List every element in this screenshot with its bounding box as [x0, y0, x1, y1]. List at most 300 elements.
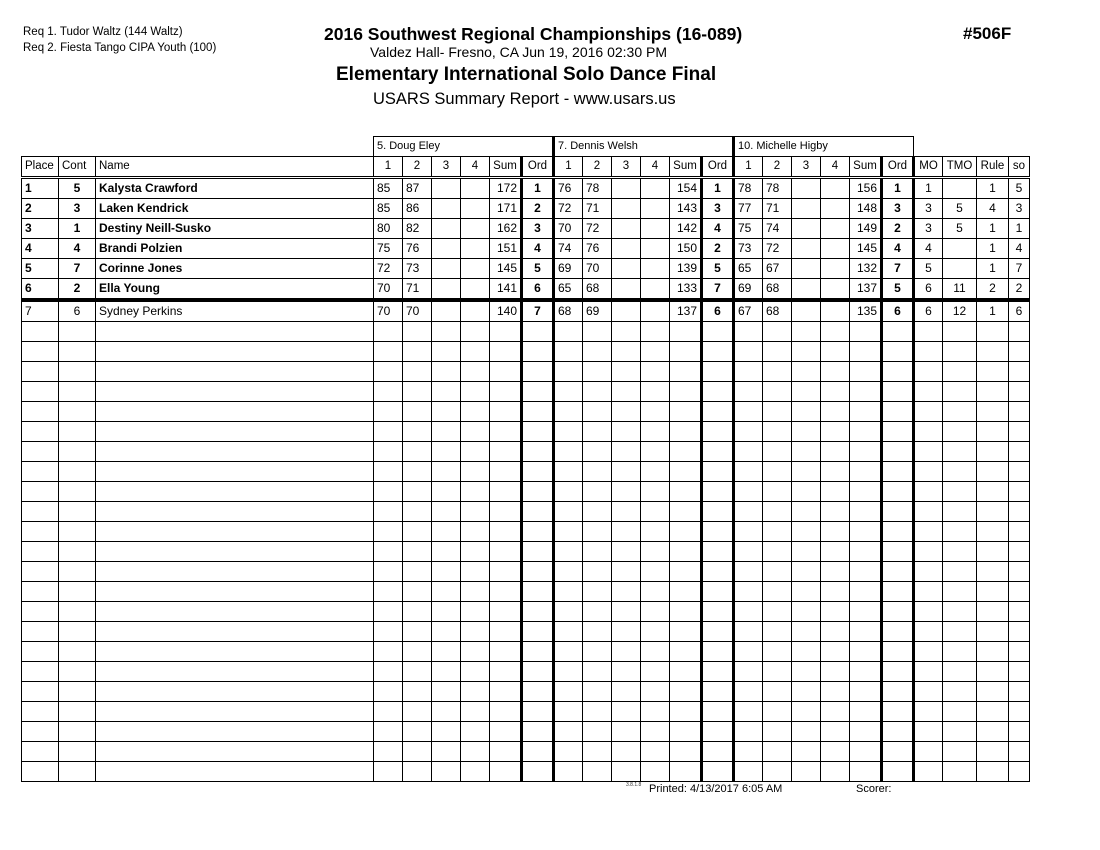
- empty-cell: [96, 502, 374, 522]
- empty-cell: [461, 402, 490, 422]
- empty-cell: [432, 522, 461, 542]
- empty-cell: [763, 422, 792, 442]
- table-row: [22, 199, 1030, 219]
- empty-cell: [850, 742, 882, 762]
- empty-cell: [432, 642, 461, 662]
- empty-cell: [882, 342, 914, 362]
- empty-cell: [374, 462, 403, 482]
- empty-cell: [1009, 482, 1030, 502]
- empty-cell: [554, 382, 583, 402]
- empty-cell: [821, 602, 850, 622]
- ordinal: 2: [702, 239, 734, 259]
- sum: 172: [490, 178, 522, 199]
- empty-cell: [641, 622, 670, 642]
- empty-cell: [96, 722, 374, 742]
- empty-cell: [612, 762, 641, 782]
- sum: 143: [670, 199, 702, 219]
- empty-cell: [96, 562, 374, 582]
- empty-cell: [763, 622, 792, 642]
- table-row: [22, 178, 1030, 199]
- empty-cell: [821, 702, 850, 722]
- empty-cell: [702, 602, 734, 622]
- empty-cell: [554, 342, 583, 362]
- empty-cell: [792, 402, 821, 422]
- empty-cell: [522, 742, 554, 762]
- judge-name: 5. Doug Eley: [374, 137, 554, 157]
- empty-cell: [490, 682, 522, 702]
- score: 70: [374, 300, 403, 322]
- score: 73: [734, 239, 763, 259]
- empty-cell: [490, 742, 522, 762]
- empty-cell: [792, 622, 821, 642]
- empty-cell: [914, 362, 943, 382]
- empty-cell: [403, 542, 432, 562]
- empty-cell: [59, 762, 96, 782]
- score: 76: [403, 239, 432, 259]
- empty-cell: [59, 442, 96, 462]
- empty-cell: [850, 422, 882, 442]
- empty-cell: [943, 322, 977, 342]
- requirement-1: Req 1. Tudor Waltz (144 Waltz): [23, 26, 183, 38]
- empty-cell: [59, 742, 96, 762]
- requirement-2: Req 2. Fiesta Tango CIPA Youth (100): [23, 42, 217, 54]
- empty-cell: [670, 342, 702, 362]
- col-sum: Sum: [490, 157, 522, 178]
- empty-row: [22, 422, 1030, 442]
- empty-cell: [1009, 542, 1030, 562]
- ordinal: 3: [522, 219, 554, 239]
- empty-cell: [583, 362, 612, 382]
- empty-cell: [432, 382, 461, 402]
- sum: 149: [850, 219, 882, 239]
- score: [641, 178, 670, 199]
- empty-cell: [22, 482, 59, 502]
- score: 76: [554, 178, 583, 199]
- empty-cell: [96, 642, 374, 662]
- place: 2: [22, 199, 59, 219]
- empty-cell: [914, 522, 943, 542]
- empty-cell: [403, 622, 432, 642]
- empty-cell: [461, 682, 490, 702]
- empty-cell: [461, 602, 490, 622]
- empty-cell: [977, 662, 1009, 682]
- ordinal: 6: [702, 300, 734, 322]
- cont: 4: [59, 239, 96, 259]
- empty-cell: [702, 382, 734, 402]
- empty-cell: [583, 742, 612, 762]
- empty-cell: [641, 522, 670, 542]
- empty-cell: [461, 342, 490, 362]
- empty-cell: [763, 702, 792, 722]
- empty-cell: [763, 502, 792, 522]
- place: 4: [22, 239, 59, 259]
- empty-cell: [374, 482, 403, 502]
- empty-cell: [96, 742, 374, 762]
- empty-cell: [374, 322, 403, 342]
- empty-cell: [22, 722, 59, 742]
- empty-cell: [554, 482, 583, 502]
- empty-cell: [374, 582, 403, 602]
- empty-cell: [1009, 582, 1030, 602]
- ordinal: 5: [882, 279, 914, 301]
- ordinal: 1: [702, 178, 734, 199]
- empty-cell: [461, 322, 490, 342]
- empty-cell: [702, 322, 734, 342]
- empty-cell: [641, 682, 670, 702]
- score: [821, 279, 850, 301]
- empty-cell: [490, 422, 522, 442]
- empty-cell: [374, 622, 403, 642]
- score: 82: [403, 219, 432, 239]
- empty-cell: [943, 522, 977, 542]
- empty-cell: [670, 422, 702, 442]
- empty-cell: [403, 562, 432, 582]
- empty-cell: [1009, 382, 1030, 402]
- empty-cell: [670, 702, 702, 722]
- col-score-1: 1: [734, 157, 763, 178]
- empty-cell: [583, 722, 612, 742]
- empty-cell: [96, 322, 374, 342]
- empty-cell: [461, 442, 490, 462]
- sum: 137: [850, 279, 882, 301]
- empty-cell: [734, 642, 763, 662]
- empty-cell: [763, 682, 792, 702]
- empty-cell: [612, 562, 641, 582]
- empty-cell: [490, 642, 522, 662]
- empty-cell: [403, 522, 432, 542]
- empty-cell: [374, 442, 403, 462]
- empty-row: [22, 722, 1030, 742]
- empty-cell: [914, 402, 943, 422]
- empty-cell: [554, 582, 583, 602]
- empty-cell: [792, 542, 821, 562]
- empty-cell: [792, 482, 821, 502]
- empty-cell: [432, 462, 461, 482]
- ordinal: 6: [882, 300, 914, 322]
- empty-cell: [943, 502, 977, 522]
- empty-row: [22, 702, 1030, 722]
- empty-cell: [792, 602, 821, 622]
- cont: 3: [59, 199, 96, 219]
- judge-name: 7. Dennis Welsh: [554, 137, 734, 157]
- empty-cell: [403, 742, 432, 762]
- col-score-3: 3: [792, 157, 821, 178]
- empty-cell: [583, 402, 612, 422]
- empty-cell: [403, 482, 432, 502]
- ordinal: 1: [882, 178, 914, 199]
- empty-cell: [461, 482, 490, 502]
- empty-cell: [882, 762, 914, 782]
- empty-cell: [461, 422, 490, 442]
- empty-row: [22, 762, 1030, 782]
- score: 77: [734, 199, 763, 219]
- empty-cell: [821, 442, 850, 462]
- empty-cell: [821, 382, 850, 402]
- empty-cell: [914, 662, 943, 682]
- empty-cell: [792, 362, 821, 382]
- empty-cell: [490, 462, 522, 482]
- skater-name: Brandi Polzien: [96, 239, 374, 259]
- sum: 132: [850, 259, 882, 279]
- empty-cell: [554, 562, 583, 582]
- empty-cell: [59, 722, 96, 742]
- empty-cell: [943, 362, 977, 382]
- ordinal: 1: [522, 178, 554, 199]
- score: [821, 199, 850, 219]
- empty-cell: [850, 342, 882, 362]
- empty-cell: [522, 622, 554, 642]
- score: [461, 199, 490, 219]
- empty-cell: [914, 602, 943, 622]
- col-ord: Ord: [702, 157, 734, 178]
- empty-cell: [792, 562, 821, 582]
- empty-cell: [914, 442, 943, 462]
- tmo: 11: [943, 279, 977, 301]
- empty-cell: [850, 542, 882, 562]
- empty-cell: [850, 582, 882, 602]
- empty-row: [22, 322, 1030, 342]
- mo: 6: [914, 300, 943, 322]
- empty-cell: [763, 402, 792, 422]
- empty-cell: [734, 462, 763, 482]
- so: 3: [1009, 199, 1030, 219]
- empty-cell: [554, 522, 583, 542]
- empty-cell: [461, 382, 490, 402]
- score: [792, 199, 821, 219]
- col-so: so: [1009, 157, 1030, 178]
- empty-cell: [403, 722, 432, 742]
- empty-row: [22, 682, 1030, 702]
- empty-cell: [461, 362, 490, 382]
- empty-cell: [702, 582, 734, 602]
- empty-cell: [59, 482, 96, 502]
- empty-cell: [792, 582, 821, 602]
- empty-cell: [1009, 702, 1030, 722]
- empty-cell: [792, 462, 821, 482]
- empty-cell: [821, 562, 850, 582]
- empty-cell: [792, 642, 821, 662]
- score: 78: [763, 178, 792, 199]
- mo: 3: [914, 219, 943, 239]
- empty-cell: [943, 462, 977, 482]
- score: 72: [583, 219, 612, 239]
- empty-cell: [792, 502, 821, 522]
- empty-cell: [96, 362, 374, 382]
- empty-cell: [850, 482, 882, 502]
- empty-cell: [670, 522, 702, 542]
- empty-cell: [583, 682, 612, 702]
- empty-cell: [943, 622, 977, 642]
- empty-cell: [612, 522, 641, 542]
- empty-cell: [1009, 442, 1030, 462]
- empty-cell: [403, 662, 432, 682]
- empty-cell: [882, 582, 914, 602]
- empty-cell: [490, 582, 522, 602]
- empty-cell: [612, 602, 641, 622]
- empty-cell: [490, 542, 522, 562]
- empty-cell: [583, 582, 612, 602]
- score: 65: [734, 259, 763, 279]
- score: [461, 300, 490, 322]
- empty-cell: [96, 702, 374, 722]
- cont: 1: [59, 219, 96, 239]
- score: [461, 279, 490, 301]
- empty-cell: [641, 342, 670, 362]
- empty-cell: [1009, 402, 1030, 422]
- empty-cell: [641, 702, 670, 722]
- empty-cell: [641, 482, 670, 502]
- empty-cell: [554, 702, 583, 722]
- cont: 5: [59, 178, 96, 199]
- empty-cell: [522, 382, 554, 402]
- empty-cell: [734, 402, 763, 422]
- empty-cell: [554, 662, 583, 682]
- score: 71: [403, 279, 432, 301]
- empty-cell: [943, 342, 977, 362]
- empty-cell: [914, 482, 943, 502]
- empty-cell: [850, 502, 882, 522]
- empty-cell: [763, 382, 792, 402]
- empty-cell: [821, 422, 850, 442]
- sum: 145: [490, 259, 522, 279]
- empty-cell: [943, 602, 977, 622]
- empty-cell: [403, 682, 432, 702]
- empty-cell: [554, 722, 583, 742]
- empty-cell: [612, 482, 641, 502]
- col-score-1: 1: [554, 157, 583, 178]
- empty-cell: [882, 562, 914, 582]
- empty-cell: [59, 402, 96, 422]
- empty-cell: [670, 682, 702, 702]
- empty-row: [22, 362, 1030, 382]
- empty-cell: [943, 402, 977, 422]
- empty-cell: [792, 662, 821, 682]
- empty-cell: [977, 462, 1009, 482]
- empty-cell: [490, 562, 522, 582]
- score: [792, 219, 821, 239]
- empty-cell: [522, 762, 554, 782]
- col-cont: Cont: [59, 157, 96, 178]
- empty-cell: [612, 542, 641, 562]
- tmo: 12: [943, 300, 977, 322]
- score: [641, 239, 670, 259]
- sum: 142: [670, 219, 702, 239]
- empty-cell: [882, 422, 914, 442]
- empty-cell: [702, 762, 734, 782]
- empty-cell: [612, 322, 641, 342]
- score: 85: [374, 199, 403, 219]
- empty-cell: [522, 662, 554, 682]
- col-sum: Sum: [850, 157, 882, 178]
- empty-cell: [554, 742, 583, 762]
- empty-cell: [461, 502, 490, 522]
- score: [792, 239, 821, 259]
- score: 76: [583, 239, 612, 259]
- empty-cell: [22, 622, 59, 642]
- cont: 6: [59, 300, 96, 322]
- empty-cell: [670, 482, 702, 502]
- ordinal: 4: [702, 219, 734, 239]
- empty-cell: [22, 682, 59, 702]
- empty-cell: [977, 702, 1009, 722]
- empty-cell: [612, 622, 641, 642]
- empty-cell: [977, 482, 1009, 502]
- empty-cell: [96, 622, 374, 642]
- empty-cell: [821, 642, 850, 662]
- score: 68: [554, 300, 583, 322]
- empty-cell: [432, 662, 461, 682]
- score: 71: [763, 199, 792, 219]
- empty-cell: [461, 702, 490, 722]
- empty-cell: [914, 322, 943, 342]
- score: 72: [763, 239, 792, 259]
- empty-cell: [977, 682, 1009, 702]
- score: [461, 259, 490, 279]
- empty-cell: [670, 322, 702, 342]
- empty-row: [22, 482, 1030, 502]
- empty-cell: [22, 702, 59, 722]
- empty-cell: [490, 622, 522, 642]
- empty-cell: [96, 602, 374, 622]
- col-score-2: 2: [403, 157, 432, 178]
- empty-cell: [850, 522, 882, 542]
- col-tmo: TMO: [943, 157, 977, 178]
- score: 74: [554, 239, 583, 259]
- empty-cell: [374, 502, 403, 522]
- empty-cell: [821, 502, 850, 522]
- empty-cell: [702, 682, 734, 702]
- score: [432, 300, 461, 322]
- empty-cell: [59, 542, 96, 562]
- empty-cell: [490, 342, 522, 362]
- column-header-row: [22, 157, 1030, 178]
- empty-cell: [1009, 642, 1030, 662]
- cont: 2: [59, 279, 96, 301]
- empty-cell: [641, 382, 670, 402]
- score: 67: [734, 300, 763, 322]
- empty-cell: [96, 522, 374, 542]
- empty-cell: [1009, 422, 1030, 442]
- empty-cell: [59, 582, 96, 602]
- empty-cell: [522, 542, 554, 562]
- empty-cell: [641, 582, 670, 602]
- empty-cell: [734, 582, 763, 602]
- empty-cell: [882, 602, 914, 622]
- empty-cell: [763, 342, 792, 362]
- mo: 5: [914, 259, 943, 279]
- score: [821, 219, 850, 239]
- empty-cell: [403, 322, 432, 342]
- mo: 4: [914, 239, 943, 259]
- empty-cell: [403, 702, 432, 722]
- empty-cell: [734, 682, 763, 702]
- empty-cell: [977, 602, 1009, 622]
- empty-cell: [461, 562, 490, 582]
- empty-cell: [554, 422, 583, 442]
- empty-cell: [96, 582, 374, 602]
- score: [461, 219, 490, 239]
- empty-cell: [432, 602, 461, 622]
- empty-cell: [59, 562, 96, 582]
- empty-cell: [670, 762, 702, 782]
- table-row: [22, 300, 1030, 322]
- empty-cell: [1009, 562, 1030, 582]
- empty-cell: [583, 602, 612, 622]
- empty-cell: [1009, 342, 1030, 362]
- empty-cell: [432, 482, 461, 502]
- empty-cell: [490, 502, 522, 522]
- col-score-4: 4: [821, 157, 850, 178]
